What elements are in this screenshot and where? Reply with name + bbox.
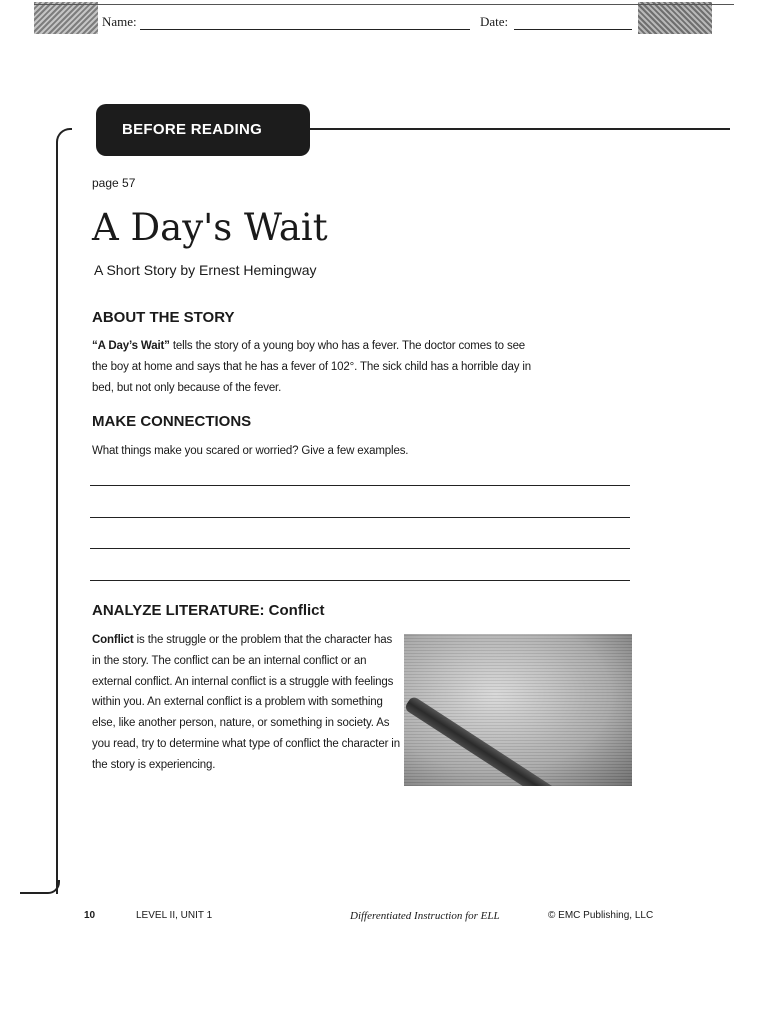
about-paragraph bbox=[92, 336, 532, 399]
connections-prompt: What things make you scared or worried? Give a few examples. bbox=[92, 445, 409, 457]
left-bracket bbox=[56, 128, 72, 894]
conflict-lead: Conflict bbox=[92, 634, 134, 646]
about-body: tells the story of a young boy who has a fever. The doctor comes to see the boy at home and says that he has a fever of 102°. The sick child has a horrible day in bed, but not only because of the fever. bbox=[92, 340, 532, 394]
analyze-heading: ANALYZE LITERATURE: Conflict bbox=[92, 602, 325, 619]
page-title: A Day's Wait bbox=[92, 206, 328, 249]
about-lead: “A Day’s Wait” bbox=[92, 340, 170, 352]
banner-rule bbox=[310, 128, 730, 130]
about-heading: ABOUT THE STORY bbox=[92, 309, 235, 326]
header-rule bbox=[34, 4, 734, 35]
date-label: Date: bbox=[480, 14, 509, 29]
conflict-paragraph bbox=[92, 630, 400, 776]
page-number: 10 bbox=[84, 910, 96, 921]
page-subtitle: A Short Story by Ernest Hemingway bbox=[94, 262, 317, 278]
answer-line[interactable] bbox=[90, 548, 630, 549]
date-field[interactable] bbox=[514, 29, 632, 30]
name-field[interactable] bbox=[140, 29, 470, 30]
publisher-credit: © EMC Publishing, LLC bbox=[548, 910, 654, 921]
book-title: Differentiated Instruction for ELL bbox=[350, 910, 500, 922]
left-bracket-foot bbox=[20, 880, 60, 894]
banner-label: BEFORE READING bbox=[122, 121, 263, 138]
answer-line[interactable] bbox=[90, 485, 630, 486]
conflict-body: is the struggle or the problem that the character has in the story. The conflict can be an internal conflict or an external conflict. An internal conflict is a struggle with feelings within you. An external conflict is a problem with something else, like another person, nature, or something in society. As you read, try to determine what type of conflict the character in the story is experiencing. bbox=[92, 634, 400, 771]
connections-heading: MAKE CONNECTIONS bbox=[92, 413, 252, 430]
level-unit-label: LEVEL II, UNIT 1 bbox=[136, 910, 213, 921]
answer-line[interactable] bbox=[90, 517, 630, 518]
answer-line[interactable] bbox=[90, 580, 630, 581]
burned-match-photo bbox=[404, 634, 632, 786]
page-reference: page 57 bbox=[92, 176, 136, 190]
name-label: Name: bbox=[102, 14, 137, 29]
